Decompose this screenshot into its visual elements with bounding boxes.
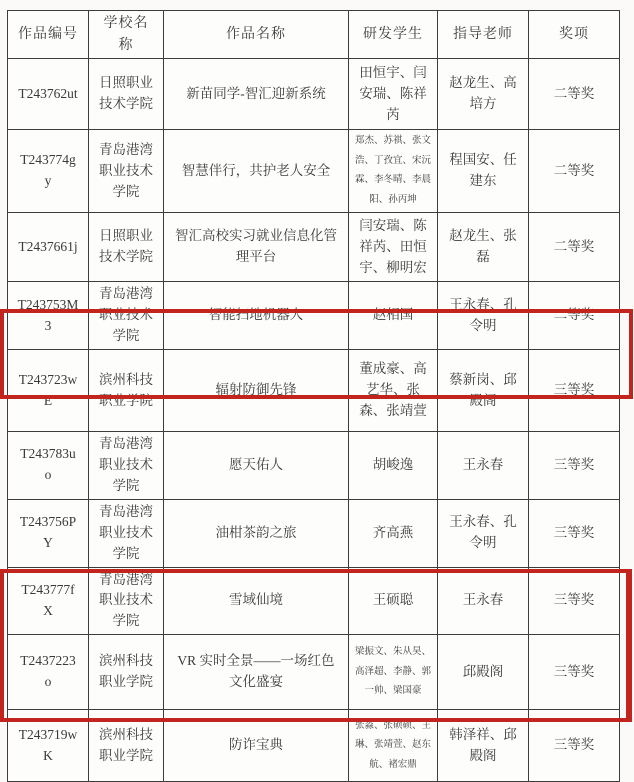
header-teachers: 指导老师	[438, 11, 529, 59]
cell-award: 三等奖	[529, 499, 620, 567]
cell-work-name: 智汇高校实习就业信息化管理平台	[164, 213, 349, 282]
cell-award: 三等奖	[529, 635, 620, 710]
cell-work-name: 雪域仙境	[164, 567, 349, 635]
table-row	[8, 499, 620, 567]
cell-teachers: 赵龙生、张磊	[438, 213, 529, 282]
cell-award: 三等奖	[529, 567, 620, 635]
cell-work-id: T243762ut	[8, 59, 89, 130]
cell-work-name: 油柑茶韵之旅	[164, 499, 349, 567]
cell-work-id: T243783uo	[8, 432, 89, 500]
cell-work-name: 智慧伴行，共护老人安全	[164, 130, 349, 213]
table-row	[8, 59, 620, 130]
cell-students: 王硕聪	[349, 567, 438, 635]
cell-work-id: T243719wK	[8, 710, 89, 782]
cell-work-id: T243777fX	[8, 567, 89, 635]
table-row	[8, 635, 620, 710]
cell-school: 青岛港湾职业技术学院	[89, 432, 164, 500]
cell-award: 二等奖	[529, 213, 620, 282]
header-award: 奖项	[529, 11, 620, 59]
cell-teachers: 蔡新岗、邱殿阁	[438, 350, 529, 432]
cell-teachers: 王永春	[438, 567, 529, 635]
cell-award: 三等奖	[529, 432, 620, 500]
table-row	[8, 567, 620, 635]
cell-work-id: T243753M3	[8, 282, 89, 350]
cell-work-name: 愿天佑人	[164, 432, 349, 500]
cell-award: 三等奖	[529, 710, 620, 782]
table-row	[8, 710, 620, 782]
cell-school: 日照职业技术学院	[89, 213, 164, 282]
cell-teachers: 程国安、任建东	[438, 130, 529, 213]
cell-school: 青岛港湾职业技术学院	[89, 567, 164, 635]
table-row	[8, 350, 620, 432]
cell-work-name: VR 实时全景——一场红色文化盛宴	[164, 635, 349, 710]
header-work-id: 作品编号	[8, 11, 89, 59]
table-header	[8, 11, 620, 59]
cell-school: 日照职业技术学院	[89, 59, 164, 130]
award-results-table	[7, 10, 620, 782]
cell-students: 闫安瑞、陈祥芮、田恒宇、柳明宏	[349, 213, 438, 282]
cell-students: 田恒宇、闫安瑞、陈祥芮	[349, 59, 438, 130]
table-body	[8, 59, 620, 782]
header-school: 学校名称	[89, 11, 164, 59]
cell-students: 梁振文、朱从昊、高泽超、李静、郭一帅、梁国豪	[349, 635, 438, 710]
table-row	[8, 282, 620, 350]
cell-work-id: T243723wE	[8, 350, 89, 432]
cell-award: 二等奖	[529, 59, 620, 130]
cell-school: 滨州科技职业学院	[89, 350, 164, 432]
cell-award: 二等奖	[529, 130, 620, 213]
table-row	[8, 213, 620, 282]
cell-award: 三等奖	[529, 350, 620, 432]
cell-work-name: 辐射防御先锋	[164, 350, 349, 432]
cell-students: 郑杰、苏祺、张文浩、丁孜宜、宋沅霖、李冬晴、李晨阳、孙丙坤	[349, 130, 438, 213]
table-row	[8, 432, 620, 500]
cell-work-id: T2437661j	[8, 213, 89, 282]
cell-school: 滨州科技职业学院	[89, 635, 164, 710]
cell-school: 滨州科技职业学院	[89, 710, 164, 782]
header-work-name: 作品名称	[164, 11, 349, 59]
cell-teachers: 韩泽祥、邱殿阁	[438, 710, 529, 782]
cell-work-id: T243756PY	[8, 499, 89, 567]
header-students: 研发学生	[349, 11, 438, 59]
cell-teachers: 邱殿阁	[438, 635, 529, 710]
cell-students: 齐高燕	[349, 499, 438, 567]
cell-school: 青岛港湾职业技术学院	[89, 499, 164, 567]
cell-work-name: 智能扫地机器人	[164, 282, 349, 350]
cell-school: 青岛港湾职业技术学院	[89, 282, 164, 350]
cell-students: 张淼、张硕硕、王琳、张靖萱、赵东航、褚宏鼎	[349, 710, 438, 782]
cell-school: 青岛港湾职业技术学院	[89, 130, 164, 213]
cell-work-name: 新苗同学-智汇迎新系统	[164, 59, 349, 130]
header-row	[8, 11, 620, 59]
cell-teachers: 赵龙生、高培方	[438, 59, 529, 130]
cell-work-name: 防诈宝典	[164, 710, 349, 782]
cell-students: 赵相国	[349, 282, 438, 350]
table-row	[8, 130, 620, 213]
cell-teachers: 王永春、孔令明	[438, 282, 529, 350]
cell-work-id: T2437223o	[8, 635, 89, 710]
cell-teachers: 王永春、孔令明	[438, 499, 529, 567]
cell-students: 董成豪、高艺华、张森、张靖萱	[349, 350, 438, 432]
cell-teachers: 王永春	[438, 432, 529, 500]
cell-award: 二等奖	[529, 282, 620, 350]
cell-work-id: T243774gy	[8, 130, 89, 213]
cell-students: 胡峻逸	[349, 432, 438, 500]
